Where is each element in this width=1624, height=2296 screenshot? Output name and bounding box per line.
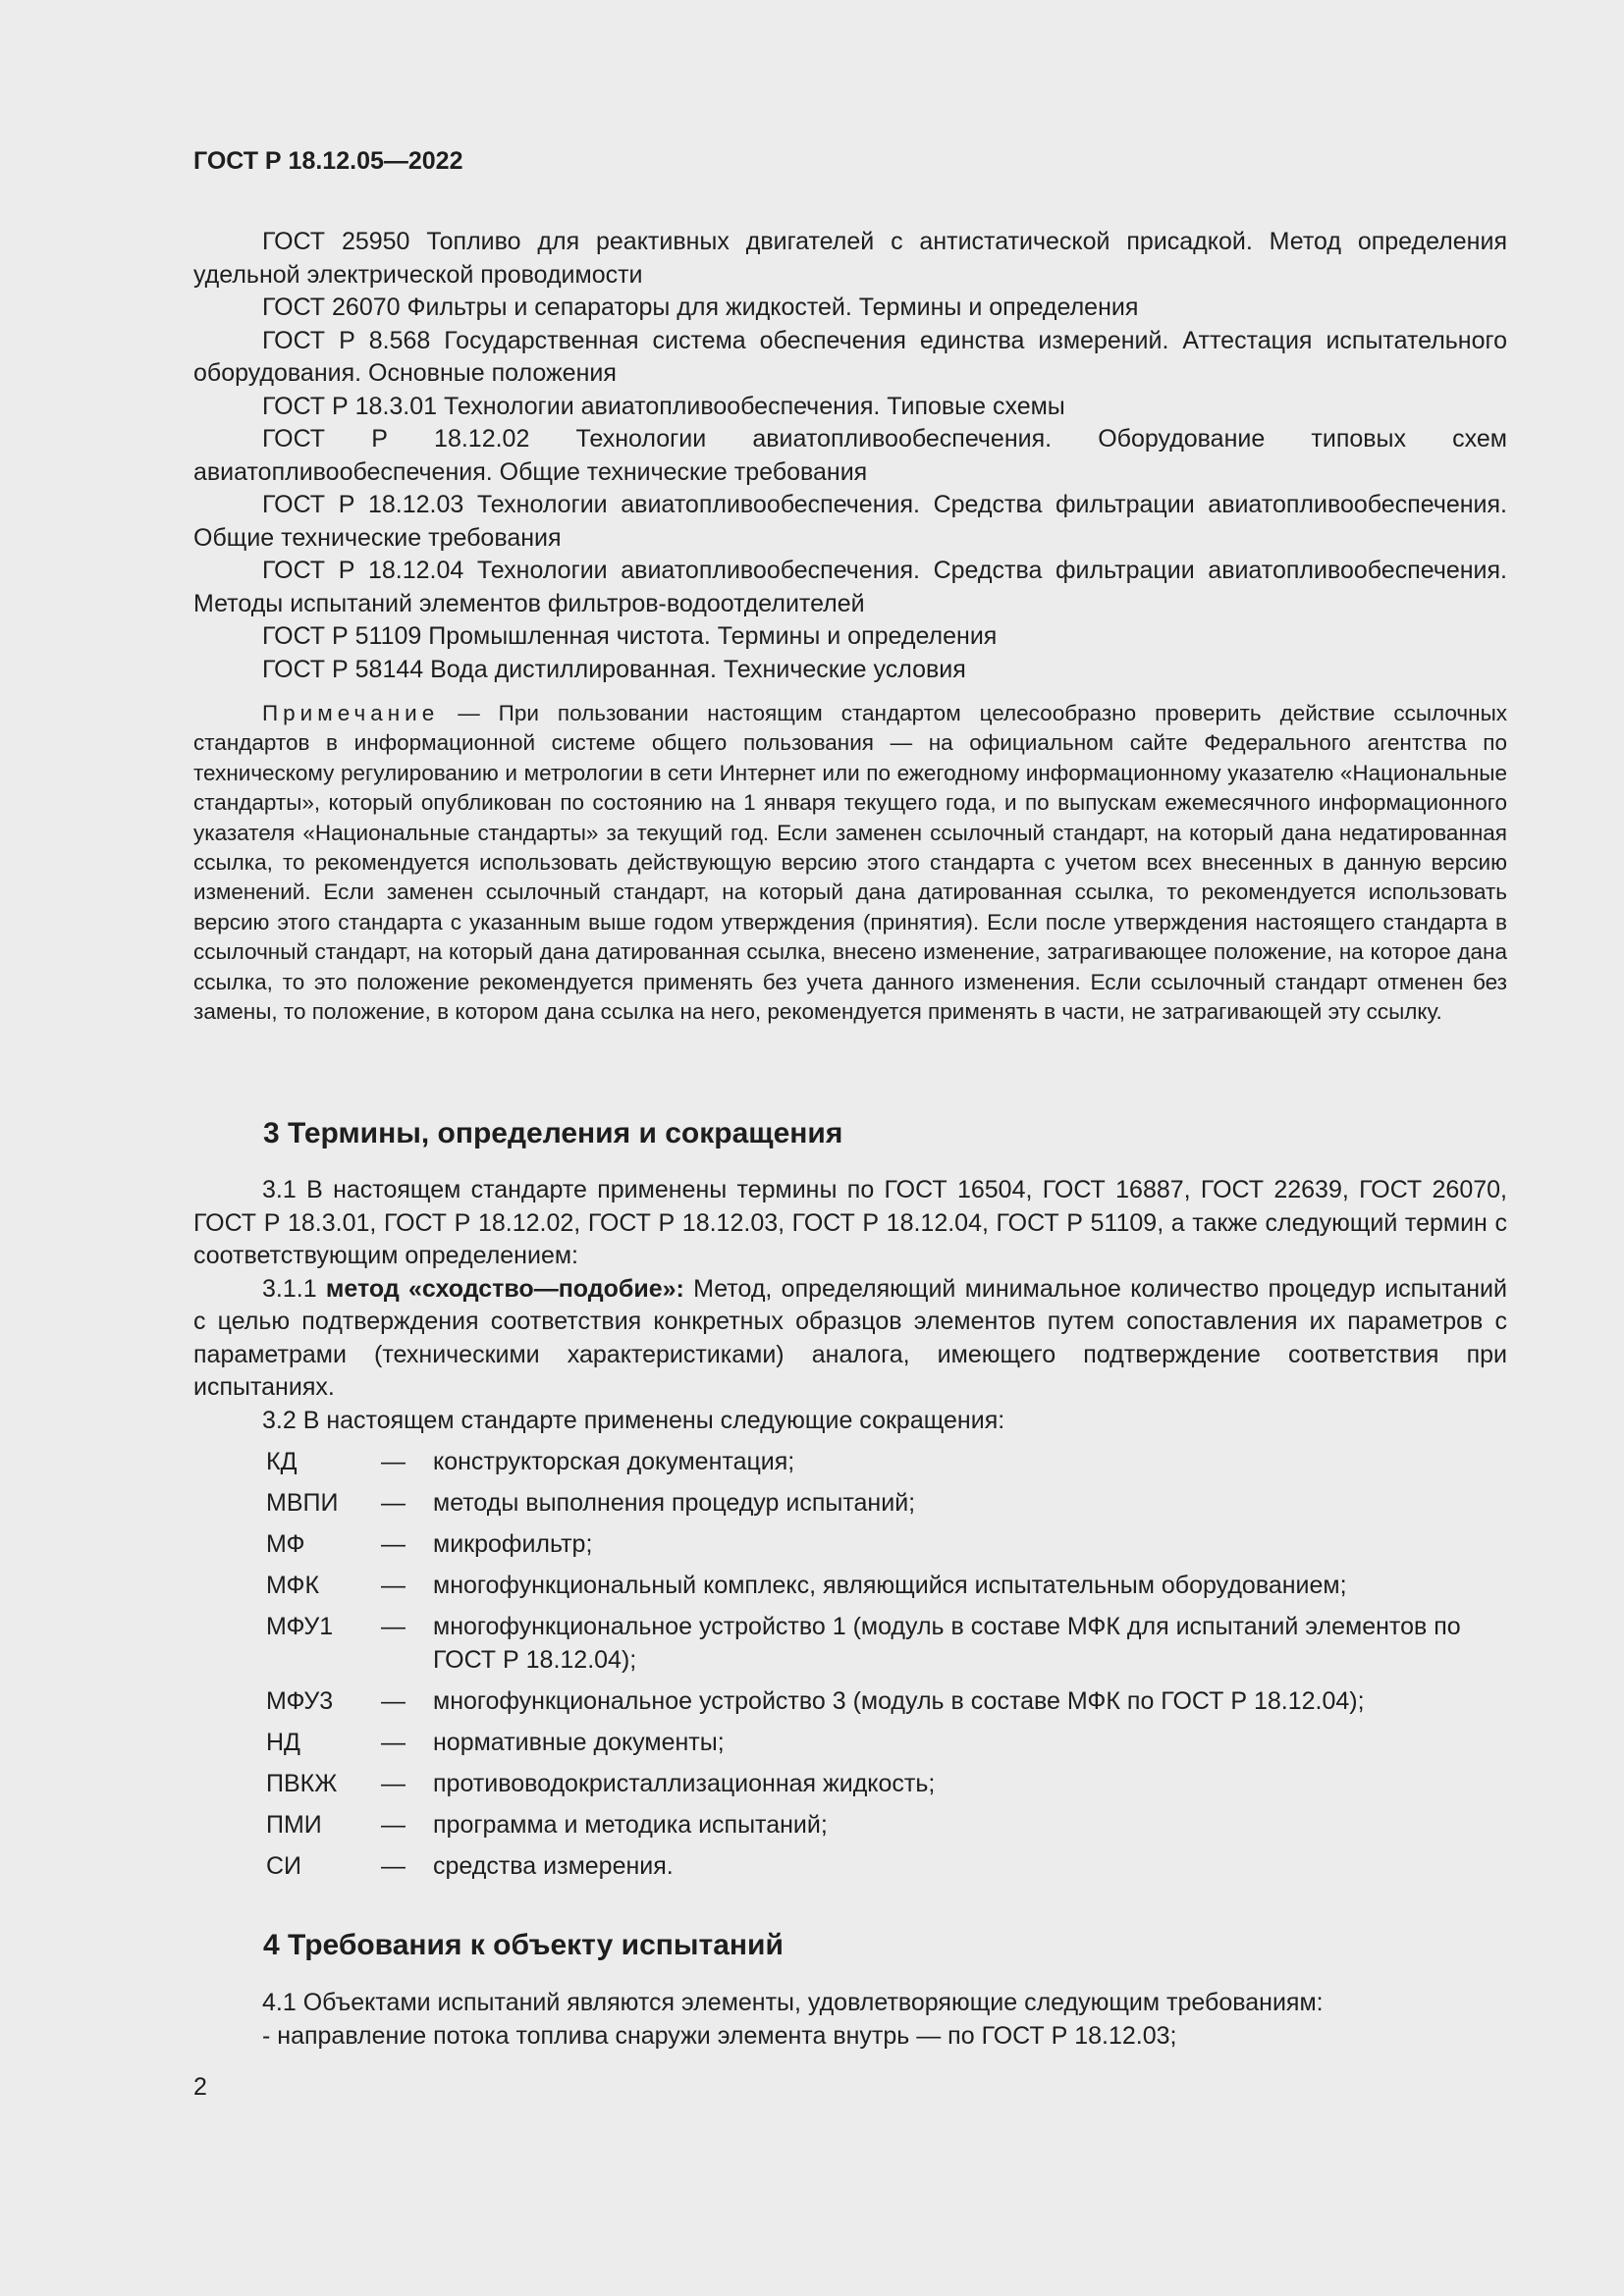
list-item (266, 1487, 1507, 1521)
abbreviation: МФ (266, 1530, 305, 1558)
paragraph-3-2: 3.2 В настоящем стандарте применены следующие сокращения: (262, 1406, 1005, 1434)
dash: — (381, 1489, 406, 1517)
dash: — (381, 1530, 406, 1558)
abbreviation-definition: нормативные документы; (433, 1728, 725, 1756)
reference-item: ГОСТ Р 58144 Вода дистиллированная. Технические условия (262, 655, 966, 683)
list-item (266, 1809, 1507, 1842)
abbreviation: СИ (266, 1851, 302, 1880)
dash: — (381, 1769, 406, 1797)
clause-number: 3.1.1 (262, 1274, 326, 1303)
section-4-body (193, 1987, 1507, 2053)
abbreviation: ПВКЖ (266, 1769, 338, 1797)
reference-item: ГОСТ Р 18.12.02 Технологии авиатопливообеспечения. Оборудование типовых схем авиатопливообеспечения. Общие технические требования (193, 425, 1507, 486)
reference-item: ГОСТ Р 51109 Промышленная чистота. Термины и определения (262, 622, 998, 650)
list-item (266, 1727, 1507, 1760)
section-3-body (193, 1174, 1507, 1437)
dash: — (381, 1686, 406, 1715)
list-item (266, 1768, 1507, 1801)
abbreviation-definition: противоводокристаллизационная жидкость; (433, 1769, 936, 1797)
document-header: ГОСТ Р 18.12.05—2022 (193, 147, 463, 175)
dash: — (381, 1613, 406, 1640)
section-4-heading: 4 Требования к объекту испытаний (263, 1929, 784, 1961)
dash: — (381, 1810, 406, 1839)
abbreviation: МВПИ (266, 1489, 339, 1517)
paragraph-3-1-1 (193, 1273, 1507, 1405)
list-item (266, 1528, 1507, 1562)
normative-references-list (193, 226, 1507, 686)
list-item (266, 1570, 1507, 1603)
abbreviation: МФУ1 (266, 1613, 334, 1640)
reference-item: ГОСТ Р 18.3.01 Технологии авиатопливообеспечения. Типовые схемы (262, 392, 1065, 420)
abbreviations-list (266, 1446, 1507, 1892)
requirement-item: - направление потока топлива снаружи элемента внутрь — по ГОСТ Р 18.12.03; (262, 2021, 1177, 2050)
reference-item: ГОСТ Р 8.568 Государственная система обеспечения единства измерений. Аттестация испытательного оборудования. Основные положения (193, 326, 1507, 387)
abbreviation-definition: методы выполнения процедур испытаний; (433, 1489, 916, 1517)
paragraph-4-1: 4.1 Объектами испытаний являются элементы, удовлетворяющие следующим требованиям: (262, 1989, 1324, 2016)
list-item (266, 1685, 1507, 1719)
reference-item: ГОСТ 25950 Топливо для реактивных двигателей с антистатической присадкой. Метод определения удельной электрической проводимости (193, 228, 1507, 289)
list-item (266, 1850, 1507, 1884)
abbreviation: МФК (266, 1572, 320, 1599)
note-paragraph (193, 699, 1507, 1027)
dash: — (381, 1448, 406, 1475)
abbreviation-definition: средства измерения. (433, 1851, 674, 1880)
abbreviation-definition: многофункциональный комплекс, являющийся испытательным оборудованием; (433, 1572, 1347, 1599)
section-3-heading: 3 Термины, определения и сокращения (263, 1117, 843, 1149)
page-number: 2 (193, 2073, 207, 2101)
note-block (193, 699, 1507, 1027)
list-item (266, 1611, 1507, 1677)
abbreviation: ПМИ (266, 1810, 322, 1839)
abbreviation-definition: многофункциональное устройство 1 (модуль в составе МФК для испытаний элементов по ГОСТ Р 18.12.04); (433, 1613, 1461, 1674)
note-label: Примечание (262, 701, 440, 725)
term-definition: Метод, определяющий минимальное количество процедур испытаний с целью подтверждения соответствия конкретных образцов элементов путем сопоставления их параметров с параметрами (техническими характеристиками) аналога, имеющего подтверждение соответствия при испытаниях. (193, 1274, 1507, 1401)
abbreviation-definition: микрофильтр; (433, 1530, 593, 1558)
dash: — (381, 1851, 406, 1880)
reference-item: ГОСТ 26070 Фильтры и сепараторы для жидкостей. Термины и определения (262, 294, 1139, 321)
abbreviation-definition: конструкторская документация; (433, 1448, 795, 1475)
reference-item: ГОСТ Р 18.12.04 Технологии авиатопливообеспечения. Средства фильтрации авиатопливообеспечения. Методы испытаний элементов фильтров-водоотделителей (193, 557, 1507, 617)
dash: — (381, 1728, 406, 1756)
abbreviation-definition: программа и методика испытаний; (433, 1810, 828, 1839)
abbreviation: НД (266, 1728, 300, 1756)
note-text: — При пользовании настоящим стандартом целесообразно проверить действие ссылочных стандартов в информационной системе общего пользования — на официальном сайте Федерального агентства по техническому регулированию и метрологии в сети Интернет или по ежегодному информационному указателю «Национальные стандарты», который опубликован по состоянию на 1 января текущего года, и по выпускам ежемесячного информационного указателя «Национальные стандарты» за текущий год. Если заменен ссылочный стандарт, на который дана недатированная ссылка, то рекомендуется использовать действующую версию этого стандарта с учетом всех внесенных в данную версию изменений. Если заменен ссылочный стандарт, на который дана датированная ссылка, то рекомендуется использовать версию этого стандарта с указанным выше годом утверждения (принятия). Если после утверждения настоящего стандарта в ссылочный стандарт, на который дана датированная ссылка, внесено изменение, затрагивающее положение, на которое дана ссылка, то это положение рекомендуется применять без учета данного изменения. Если ссылочный стандарт отменен без замены, то положение, в котором дана ссылка на него, рекомендуется применять в части, не затрагивающей эту ссылку. (193, 701, 1507, 1025)
reference-item: ГОСТ Р 18.12.03 Технологии авиатопливообеспечения. Средства фильтрации авиатопливообеспечения. Общие технические требования (193, 491, 1507, 552)
paragraph-3-1: 3.1 В настоящем стандарте применены термины по ГОСТ 16504, ГОСТ 16887, ГОСТ 22639, ГОСТ 26070, ГОСТ Р 18.3.01, ГОСТ Р 18.12.02, ГОСТ Р 18.12.03, ГОСТ Р 18.12.04, ГОСТ Р 51109, а также следующий термин с соответствующим определением: (193, 1176, 1507, 1269)
dash: — (381, 1572, 406, 1599)
abbreviation: МФУ3 (266, 1686, 334, 1715)
abbreviation: КД (266, 1448, 298, 1475)
list-item (266, 1446, 1507, 1479)
defined-term: метод «сходство—подобие»: (325, 1274, 684, 1303)
abbreviation-definition: многофункциональное устройство 3 (модуль в составе МФК по ГОСТ Р 18.12.04); (433, 1686, 1365, 1715)
